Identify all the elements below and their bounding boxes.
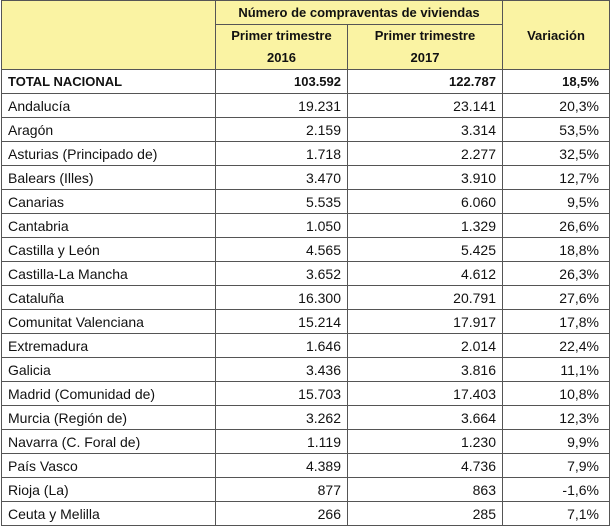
variation-value: 18,8% — [503, 238, 610, 262]
header-blank-cell — [2, 1, 216, 70]
region-name: Cataluña — [2, 286, 216, 310]
value-2016: 877 — [216, 478, 348, 502]
variation-value: 9,9% — [503, 430, 610, 454]
value-2017: 17.403 — [348, 382, 503, 406]
region-name: Navarra (C. Foral de) — [2, 430, 216, 454]
table-row — [2, 310, 610, 334]
value-2017: 1.329 — [348, 214, 503, 238]
value-2016: 15.214 — [216, 310, 348, 334]
variation-value: 11,1% — [503, 358, 610, 382]
header-variation: Variación — [503, 1, 610, 70]
header-group-label: Número de compraventas de viviendas — [216, 1, 503, 25]
region-name: Galicia — [2, 358, 216, 382]
value-2016: 3.436 — [216, 358, 348, 382]
variation-value: 20,3% — [503, 94, 610, 118]
total-name: TOTAL NACIONAL — [2, 70, 216, 94]
value-2016: 3.652 — [216, 262, 348, 286]
variation-value: -1,6% — [503, 478, 610, 502]
region-name: Comunitat Valenciana — [2, 310, 216, 334]
region-name: Rioja (La) — [2, 478, 216, 502]
region-name: Murcia (Región de) — [2, 406, 216, 430]
value-2017: 1.230 — [348, 430, 503, 454]
region-name: Madrid (Comunidad de) — [2, 382, 216, 406]
region-name: Andalucía — [2, 94, 216, 118]
value-2017: 3.664 — [348, 406, 503, 430]
variation-value: 7,9% — [503, 454, 610, 478]
header-2017 — [348, 25, 503, 70]
region-name: Castilla y León — [2, 238, 216, 262]
table-row — [2, 238, 610, 262]
value-2016: 1.050 — [216, 214, 348, 238]
header-2017-line2: 2017 — [410, 50, 440, 65]
table-row — [2, 406, 610, 430]
value-2017: 20.791 — [348, 286, 503, 310]
variation-value: 12,3% — [503, 406, 610, 430]
value-2017: 23.141 — [348, 94, 503, 118]
value-2017: 17.917 — [348, 310, 503, 334]
total-variation: 18,5% — [503, 70, 610, 94]
value-2017: 4.612 — [348, 262, 503, 286]
value-2016: 1.119 — [216, 430, 348, 454]
value-2016: 4.389 — [216, 454, 348, 478]
header-2016-line1: Primer trimestre — [231, 28, 332, 43]
value-2016: 15.703 — [216, 382, 348, 406]
total-2016: 103.592 — [216, 70, 348, 94]
value-2017: 4.736 — [348, 454, 503, 478]
sales-table — [1, 0, 610, 526]
value-2016: 4.565 — [216, 238, 348, 262]
value-2017: 6.060 — [348, 190, 503, 214]
table-row — [2, 166, 610, 190]
table-row — [2, 430, 610, 454]
region-name: Cantabria — [2, 214, 216, 238]
value-2016: 1.646 — [216, 334, 348, 358]
table-row — [2, 286, 610, 310]
total-2017: 122.787 — [348, 70, 503, 94]
table-row — [2, 334, 610, 358]
value-2017: 3.910 — [348, 166, 503, 190]
table-row — [2, 478, 610, 502]
variation-value: 12,7% — [503, 166, 610, 190]
header-2017-line1: Primer trimestre — [374, 28, 476, 43]
table-row — [2, 190, 610, 214]
region-name: Balears (Illes) — [2, 166, 216, 190]
table-row — [2, 214, 610, 238]
value-2016: 2.159 — [216, 118, 348, 142]
variation-value: 22,4% — [503, 334, 610, 358]
variation-value: 26,6% — [503, 214, 610, 238]
value-2017: 3.314 — [348, 118, 503, 142]
header-2016-line2: 2016 — [267, 50, 296, 65]
value-2016: 5.535 — [216, 190, 348, 214]
region-name: Asturias (Principado de) — [2, 142, 216, 166]
value-2017: 3.816 — [348, 358, 503, 382]
variation-value: 26,3% — [503, 262, 610, 286]
value-2016: 266 — [216, 502, 348, 526]
table-row — [2, 94, 610, 118]
region-name: País Vasco — [2, 454, 216, 478]
value-2017: 863 — [348, 478, 503, 502]
variation-value: 17,8% — [503, 310, 610, 334]
variation-value: 53,5% — [503, 118, 610, 142]
total-row — [2, 70, 610, 94]
table-row — [2, 454, 610, 478]
value-2017: 5.425 — [348, 238, 503, 262]
header-2016 — [216, 25, 348, 70]
table-row — [2, 502, 610, 526]
table-row — [2, 382, 610, 406]
value-2016: 1.718 — [216, 142, 348, 166]
value-2016: 16.300 — [216, 286, 348, 310]
variation-value: 27,6% — [503, 286, 610, 310]
value-2016: 3.262 — [216, 406, 348, 430]
table-row — [2, 262, 610, 286]
region-name: Castilla-La Mancha — [2, 262, 216, 286]
table-row — [2, 118, 610, 142]
table-row — [2, 142, 610, 166]
variation-value: 32,5% — [503, 142, 610, 166]
variation-value: 9,5% — [503, 190, 610, 214]
variation-value: 10,8% — [503, 382, 610, 406]
value-2016: 19.231 — [216, 94, 348, 118]
value-2017: 285 — [348, 502, 503, 526]
value-2016: 3.470 — [216, 166, 348, 190]
region-name: Ceuta y Melilla — [2, 502, 216, 526]
region-name: Canarias — [2, 190, 216, 214]
value-2017: 2.277 — [348, 142, 503, 166]
table-row — [2, 358, 610, 382]
value-2017: 2.014 — [348, 334, 503, 358]
region-name: Extremadura — [2, 334, 216, 358]
region-name: Aragón — [2, 118, 216, 142]
variation-value: 7,1% — [503, 502, 610, 526]
